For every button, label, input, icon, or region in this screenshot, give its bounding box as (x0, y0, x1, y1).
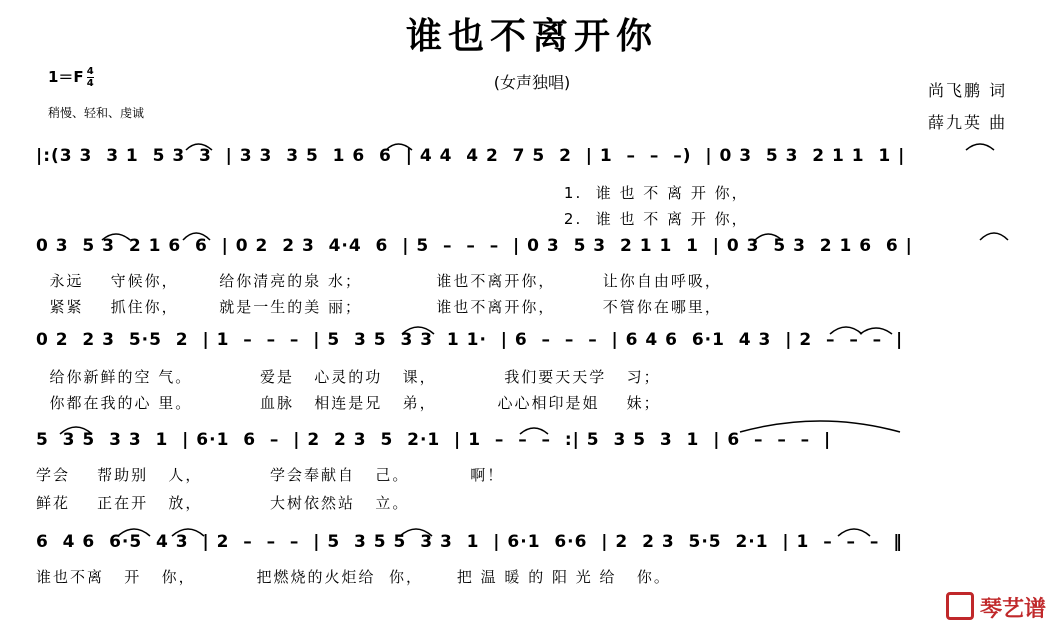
slur-arc (838, 529, 870, 536)
slur-arc (860, 328, 892, 334)
lyricist-credit: 尚飞鹏 词 (928, 81, 1008, 100)
slur-arc (980, 233, 1008, 240)
lyric-line-3-verse-2: 你都在我的心 里。 血脉 相连是兄 弟， 心心相印是姐 妹； (36, 394, 661, 412)
lyric-line-5: 谁也不离 开 你， 把燃烧的火炬给 你， 把 温 暖 的 阳 光 给 你。 (36, 568, 671, 586)
slur-arc (400, 529, 432, 536)
notation-row-3: 0 2 2 3 5·5 2 | 1 – – – | 5 3 5 3 3 1 1· | 6 – – – | 6 4 6 6·1 4 3 | 2 – – – | (36, 330, 904, 350)
slur-arc (740, 421, 900, 432)
tempo-marking: 稍慢、轻和、虔诚 (48, 106, 145, 120)
time-numerator: 4 (86, 66, 94, 77)
lyric-line-2-verse-1: 永远 守候你， 给你清亮的泉 水； 谁也不离开你， 让你自由呼吸， (36, 272, 722, 290)
notation-row-4: 5 3 5 3 3 1 | 6·1 6 – | 2 2 3 5 2·1 | 1 – – – :| 5 3 5 3 1 | 6 – – – | (36, 430, 832, 450)
slur-arc (402, 327, 434, 334)
site-logo (946, 592, 1046, 623)
slur-arc (755, 234, 782, 240)
lyric-line-4-verse-2: 鲜花 正在开 放， 大树依然站 立。 (36, 494, 410, 512)
slur-arc (172, 529, 204, 536)
slur-arc (183, 233, 210, 240)
song-title: 谁也不离开你 (405, 16, 658, 57)
notation-row-5: 6 4 6 6·5 4 3 | 2 – – – | 5 3 5 5 3 3 1 | 6·1 6·6 | 2 2 3 5·5 2·1 | 1 – – – ‖ (36, 532, 903, 552)
logo-text: 琴艺谱 (980, 597, 1047, 622)
time-denominator: 4 (86, 78, 94, 89)
lyric-line-4-verse-1: 学会 帮助别 人， 学会奉献自 己。 啊！ (36, 466, 505, 484)
logo-icon (946, 592, 974, 620)
slur-arc (386, 144, 412, 150)
slur-arc (118, 529, 150, 536)
lyric-line-1-verse-2: 2. 谁 也 不 离 开 你， (36, 210, 749, 228)
composer-credit: 薛九英 曲 (928, 113, 1008, 132)
lyric-line-3-verse-1: 给你新鲜的空 气。 爱是 心灵的功 课， 我们要天天学 习； (36, 368, 661, 386)
slur-arc (60, 427, 92, 434)
key-label: 1＝F (48, 68, 84, 86)
song-subtitle: (女声独唱) (493, 73, 571, 92)
notation-row-1: |:(3 3 3 1 5 3 3 | 3 3 3 5 1 6 6 | 4 4 4 2 7 5 2 | 1 – – –) | 0 3 5 3 2 1 1 1 | (36, 146, 906, 166)
notation-row-2: 0 3 5 3 2 1 6 6 | 0 2 2 3 4·4 6 | 5 – – – | 0 3 5 3 2 1 1 1 | 0 3 5 3 2 1 6 6 | (36, 236, 913, 256)
slur-arc (102, 234, 130, 240)
lyric-line-2-verse-2: 紧紧 抓住你， 就是一生的美 丽； 谁也不离开你， 不管你在哪里， (36, 298, 722, 316)
lyric-line-1-verse-1: 1. 谁 也 不 离 开 你， (36, 184, 749, 202)
slur-arc (830, 327, 862, 334)
slur-arc (186, 144, 212, 150)
slur-arc (966, 144, 994, 150)
slur-arc (520, 428, 548, 434)
